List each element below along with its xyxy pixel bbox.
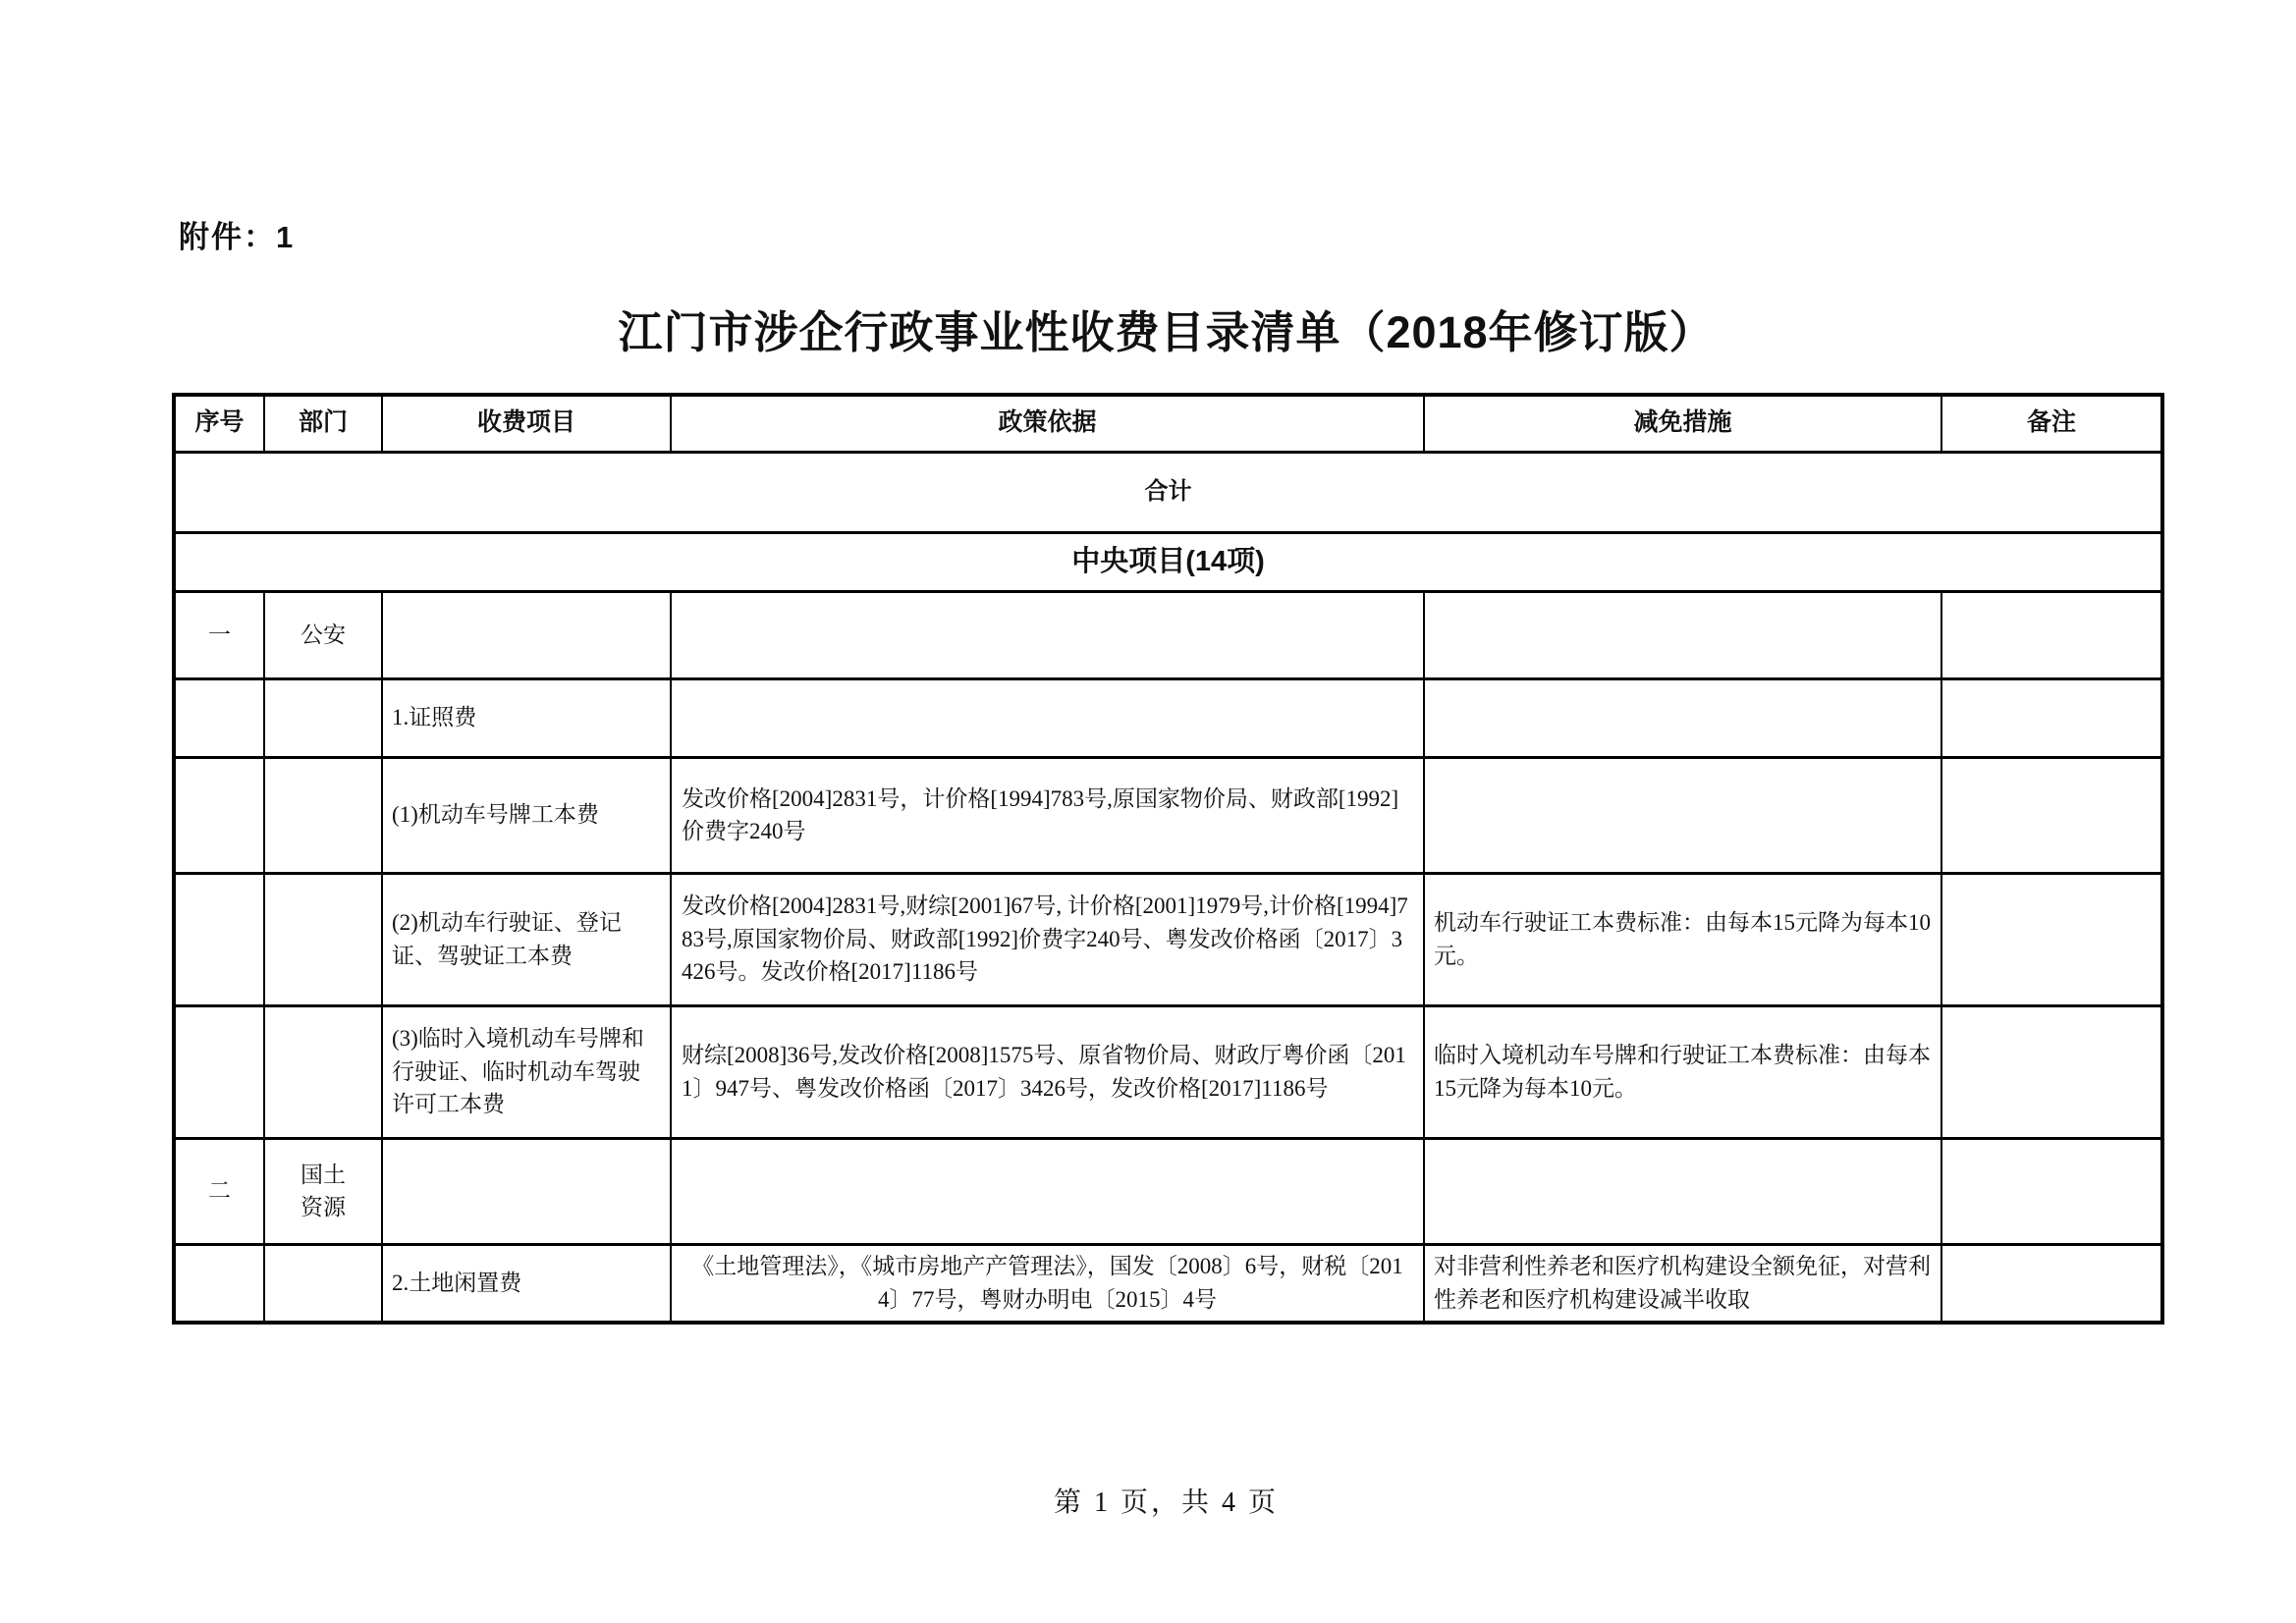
table-row [174, 678, 2162, 757]
column-header-reduction: 减免措施 [1424, 395, 1941, 452]
cell-reduction: 临时入境机动车号牌和行驶证工本费标准：由每本15元降为每本10元。 [1424, 1005, 1941, 1138]
cell-item: 2.土地闲置费 [382, 1244, 671, 1323]
total-row-label: 合计 [174, 452, 2162, 532]
table-row [174, 1005, 2162, 1138]
cell-dept [264, 1244, 382, 1323]
cell-item: (1)机动车号牌工本费 [382, 757, 671, 873]
cell-item: (2)机动车行驶证、登记证、驾驶证工本费 [382, 873, 671, 1005]
cell-note [1941, 1244, 2162, 1323]
table-row [174, 757, 2162, 873]
table-row [174, 873, 2162, 1005]
cell-policy: 财综[2008]36号,发改价格[2008]1575号、原省物价局、财政厅粤价函〔2011〕947号、粤发改价格函〔2017〕3426号，发改价格[2017]1186号 [671, 1005, 1424, 1138]
page-title: 江门市涉企行政事业性收费目录清单（2018年修订版） [618, 307, 1715, 357]
section-row-central-projects [174, 532, 2162, 591]
cell-reduction [1424, 591, 1941, 678]
cell-item: 1.证照费 [382, 678, 671, 757]
fee-table [172, 393, 2164, 1325]
cell-reduction [1424, 1138, 1941, 1244]
cell-seq [174, 873, 264, 1005]
cell-note [1941, 591, 2162, 678]
cell-seq [174, 1005, 264, 1138]
cell-policy [671, 678, 1424, 757]
cell-seq [174, 1244, 264, 1323]
column-header-seq: 序号 [174, 395, 264, 452]
cell-reduction [1424, 757, 1941, 873]
cell-policy [671, 591, 1424, 678]
section-row-label: 中央项目(14项) [174, 532, 2162, 591]
column-header-policy: 政策依据 [671, 395, 1424, 452]
dept-label: 国土资源 [301, 1162, 346, 1219]
cell-policy: 《土地管理法》，《城市房地产产管理法》，国发〔2008〕6号，财税〔2014〕77号，粤财办明电〔2015〕4号 [671, 1244, 1424, 1323]
cell-reduction: 对非营利性养老和医疗机构建设全额免征，对营利性养老和医疗机构建设减半收取 [1424, 1244, 1941, 1323]
table-row [174, 591, 2162, 678]
cell-seq: 一 [174, 591, 264, 678]
cell-note [1941, 678, 2162, 757]
cell-item [382, 591, 671, 678]
attachment-label: 附件：1 [179, 220, 296, 254]
total-row [174, 452, 2162, 532]
cell-dept [264, 678, 382, 757]
cell-dept [264, 591, 382, 678]
cell-policy [671, 1138, 1424, 1244]
cell-note [1941, 1005, 2162, 1138]
cell-seq: 二 [174, 1138, 264, 1244]
cell-note [1941, 873, 2162, 1005]
cell-reduction [1424, 678, 1941, 757]
cell-item [382, 1138, 671, 1244]
column-header-dept: 部门 [264, 395, 382, 452]
cell-seq [174, 757, 264, 873]
dept-label: 公安 [301, 622, 346, 647]
table-row [174, 1244, 2162, 1323]
cell-item: (3)临时入境机动车号牌和行驶证、临时机动车驾驶许可工本费 [382, 1005, 671, 1138]
cell-note [1941, 1138, 2162, 1244]
cell-policy: 发改价格[2004]2831号,财综[2001]67号, 计价格[2001]1979号,计价格[1994]783号,原国家物价局、财政部[1992]价费字240号、粤发改价格函〔2017〕3426号。发改价格[2017]1186号 [671, 873, 1424, 1005]
column-header-note: 备注 [1941, 395, 2162, 452]
table-header-row [174, 395, 2162, 452]
cell-policy: 发改价格[2004]2831号，计价格[1994]783号,原国家物价局、财政部[1992]价费字240号 [671, 757, 1424, 873]
table-row [174, 1138, 2162, 1244]
cell-dept [264, 757, 382, 873]
cell-reduction: 机动车行驶证工本费标准：由每本15元降为每本10元。 [1424, 873, 1941, 1005]
cell-note [1941, 757, 2162, 873]
fee-table-container [172, 393, 2164, 1325]
column-header-item: 收费项目 [382, 395, 671, 452]
cell-dept [264, 873, 382, 1005]
cell-seq [174, 678, 264, 757]
cell-dept [264, 1138, 382, 1244]
page-number-footer: 第 1 页，共 4 页 [1053, 1488, 1279, 1518]
cell-dept [264, 1005, 382, 1138]
